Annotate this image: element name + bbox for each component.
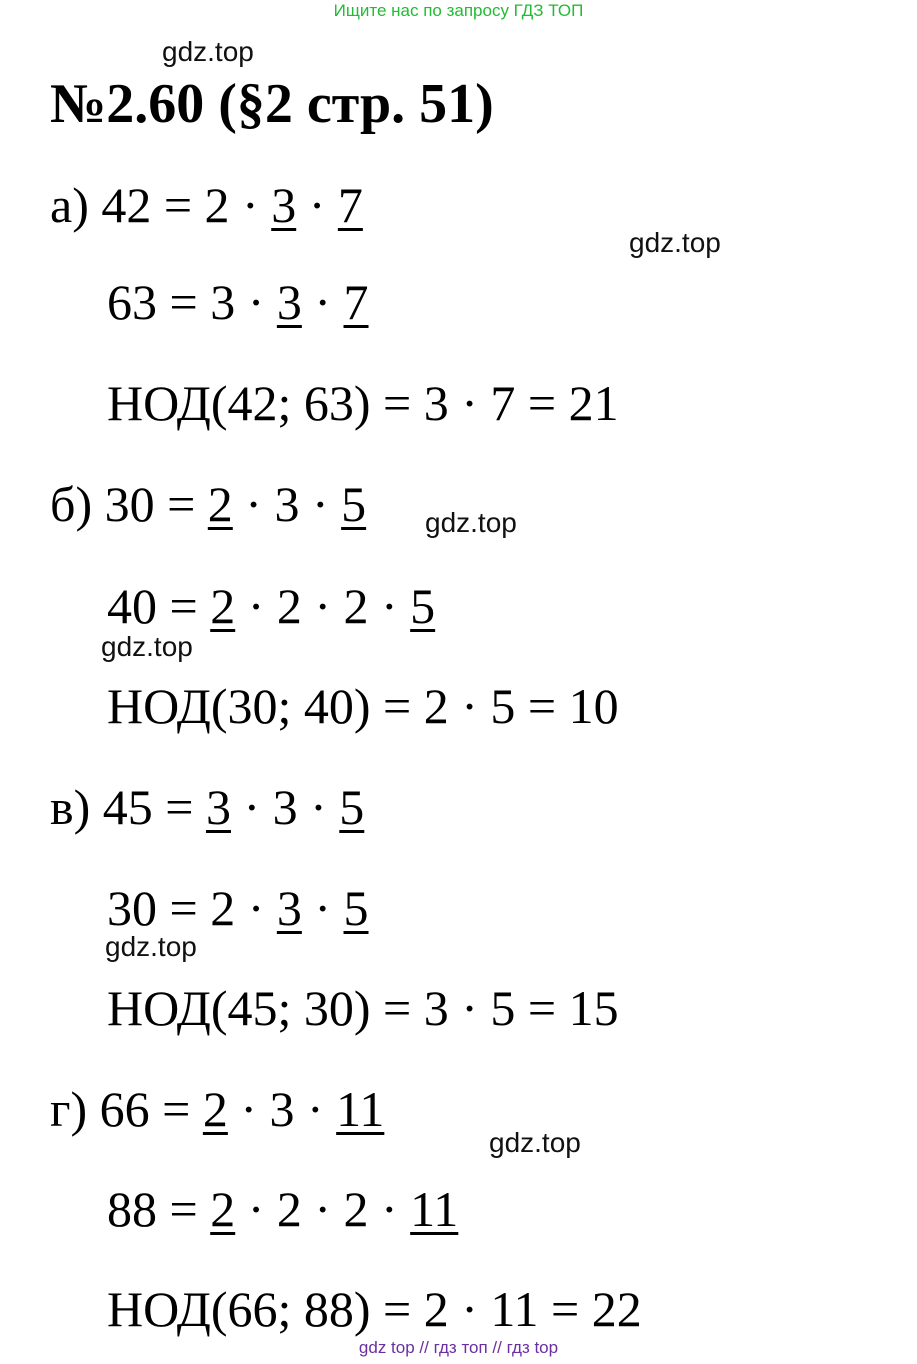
equation-text: · [296, 177, 338, 233]
common-factor: 2 [207, 476, 233, 532]
equation-text: 40 = [107, 578, 211, 634]
common-factor: 7 [343, 274, 369, 330]
common-factor: 5 [339, 779, 365, 835]
common-factor: 5 [343, 880, 369, 936]
equation-text: НОД(42; 63) = 3 · 7 = 21 [107, 375, 619, 431]
common-factor: 2 [210, 578, 236, 634]
equation-line [107, 677, 619, 735]
equation-text: а) 42 = 2 · [50, 177, 272, 233]
equation-line [50, 475, 366, 533]
equation-line [50, 1080, 384, 1138]
equation-line [50, 176, 363, 234]
equation-text: НОД(66; 88) = 2 · 11 = 22 [107, 1281, 642, 1337]
watermark: gdz.top [162, 36, 254, 67]
watermark: gdz.top [101, 631, 193, 662]
equation-text: · [301, 880, 344, 936]
common-factor: 5 [341, 476, 367, 532]
common-factor: 3 [271, 177, 297, 233]
search-hint-banner: Ищите нас по запросу ГДЗ ТОП [333, 1, 584, 20]
equation-text: 88 = [107, 1181, 211, 1237]
equation-text: · 3 · [227, 1081, 337, 1137]
common-factor: 7 [337, 177, 363, 233]
common-factor: 11 [410, 1181, 459, 1237]
equation-text: НОД(45; 30) = 3 · 5 = 15 [107, 980, 619, 1036]
equation-text: б) 30 = [50, 476, 208, 532]
watermark: gdz.top [425, 507, 517, 538]
problem-title: №2.60 (§2 стр. 51) [50, 73, 494, 135]
equation-text: · 2 · 2 · [235, 578, 411, 634]
common-factor: 11 [336, 1081, 385, 1137]
common-factor: 3 [276, 274, 302, 330]
watermark: gdz.top [105, 931, 197, 962]
common-factor: 3 [205, 779, 231, 835]
common-factor: 2 [210, 1181, 236, 1237]
equation-line [50, 778, 364, 836]
equation-line [107, 273, 369, 331]
equation-text: г) 66 = [50, 1081, 203, 1137]
equation-text: · 2 · 2 · [235, 1181, 411, 1237]
equation-text: в) 45 = [50, 779, 206, 835]
equation-text: 63 = 3 · [107, 274, 277, 330]
equation-text: НОД(30; 40) = 2 · 5 = 10 [107, 678, 619, 734]
equation-line [107, 879, 369, 937]
equation-line [107, 577, 435, 635]
equation-line [107, 374, 619, 432]
equation-line [107, 1280, 642, 1338]
equation-line [107, 979, 619, 1037]
footer-watermark: gdz top // гдз топ // гдз top [358, 1338, 559, 1357]
common-factor: 5 [410, 578, 436, 634]
equation-text: · [301, 274, 344, 330]
watermark: gdz.top [629, 227, 721, 258]
equation-text: · 3 · [230, 779, 340, 835]
equation-text: 30 = 2 · [107, 880, 277, 936]
equation-text: · 3 · [232, 476, 342, 532]
equation-line [107, 1180, 458, 1238]
common-factor: 2 [202, 1081, 228, 1137]
watermark: gdz.top [489, 1127, 581, 1158]
common-factor: 3 [276, 880, 302, 936]
